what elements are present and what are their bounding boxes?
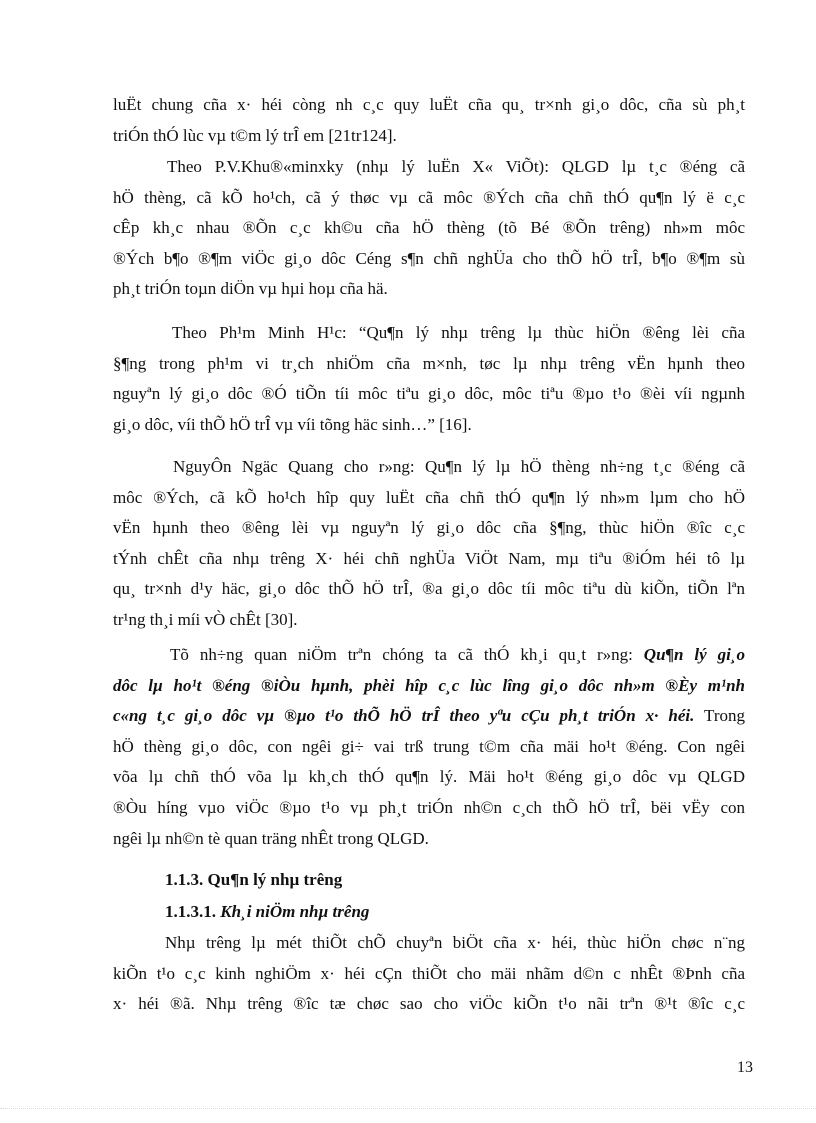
text-line: tÝnh chÊt cña nhµ trêng X· héi chñ nghÜa ViÖt Nam, mµ tiªu ®iÓm héi tô lµ (113, 548, 745, 568)
text-line: Nhµ trêng lµ mét thiÕt chÕ chuyªn biÖt cña x· héi, thùc hiÖn chøc n¨ng (165, 933, 745, 952)
text-line: cÊp kh¸c nhau ®Õn c¸c kh©u cña hÖ thèng (tõ Bé ®Õn trêng) nh»m môc (113, 218, 745, 238)
paragraph-continuation (113, 90, 745, 151)
text-line (113, 701, 745, 732)
text-line: Theo Ph¹m Minh H¹c: “Qu¶n lý nhµ trêng lµ thùc hiÖn ®êng lèi cña (172, 323, 745, 342)
text-line: ph¸t triÓn toµn diÖn vµ hµi hoµ cña hä. (113, 279, 388, 299)
paragraph-nguyen-ngoc-quang (113, 452, 745, 636)
text-line: ®Òu híng vµo viÖc ®µo t¹o vµ ph¸t triÓn nh©n c¸ch thÕ hÖ trÎ, bëi vËy con (113, 797, 745, 817)
text-line: môc ®Ých, cã kÕ ho¹ch hîp quy luËt cña chñ thÓ qu¶n lý nh»m lµm cho hÖ (113, 487, 745, 507)
paragraph-khudominxky (113, 152, 745, 305)
text-line (113, 640, 745, 671)
text-line: tr¹ng th¸i míi vÒ chÊt [30]. (113, 609, 298, 629)
text-line: gi¸o dôc, víi thÕ hÖ trÎ vµ víi tõng häc sinh…” [16]. (113, 414, 472, 434)
text-line: x· héi ®ã. Nhµ trêng ®îc tæ chøc sao cho viÖc kiÕn t¹o nãi trªn ®¹t ®îc c¸c (113, 994, 745, 1014)
paragraph-school-definition (113, 928, 745, 1020)
text-line: luËt chung cña x· héi còng nh c¸c quy luËt cña qu¸ tr×nh gi¸o dôc, cña sù ph¸t (113, 95, 745, 114)
text-line: hÖ thèng gi¸o dôc, con ngêi gi÷ vai trß trung t©m cña mäi ho¹t ®éng. Con ngêi (113, 736, 745, 756)
page-number: 13 (737, 1059, 753, 1076)
text-normal: Trong (694, 706, 745, 726)
text-line: §¶ng trong ph¹m vi tr¸ch nhiÖm cña m×nh, tøc lµ nhµ trêng vËn hµnh theo (113, 353, 745, 373)
text-line: Theo P.V.Khu®«minxky (nhµ lý luËn X« ViÕt): QLGD lµ t¸c ®éng cã (167, 157, 745, 176)
subsection-heading (165, 902, 369, 922)
text-line: qu¸ tr×nh d¹y häc, gi¸o dôc thÕ hÖ trÎ, ®a gi¸o dôc tíi môc tiªu dù kiÕn, tiÕn lªn (113, 579, 745, 599)
text-normal: Tõ nh÷ng quan niÖm trªn chóng ta cã thÓ kh¸i qu¸t r»ng: (170, 645, 644, 664)
definition-emphasis: Qu¶n lý gi¸o (643, 645, 745, 664)
subsection-title: Kh¸i niÖm nhµ trêng (220, 902, 370, 921)
text-line: ngêi lµ nh©n tè quan träng nhÊt trong QLGD. (113, 828, 429, 848)
text-line: nguyªn lý gi¸o dôc ®Ó tiÕn tíi môc tiªu gi¸o dôc, môc tiªu ®µo t¹o ®èi víi ngµnh (113, 384, 745, 404)
definition-emphasis: dôc lµ ho¹t ®éng ®iÒu hµnh, phèi hîp c¸c lùc lîng gi¸o dôc nh»m ®Èy m¹nh (113, 675, 745, 695)
text-line: võa lµ chñ thÓ võa lµ kh¸ch thÓ qu¶n lý. Mäi ho¹t ®éng gi¸o dôc vµ QLGD (113, 767, 745, 787)
text-line: kiÕn t¹o c¸c kinh nghiÖm x· héi cÇn thiÕt cho mäi nhãm d©n c nhÊt ®Þnh cña (113, 963, 745, 983)
definition-emphasis: c«ng t¸c gi¸o dôc vµ ®µo t¹o thÕ hÖ trÎ theo yªu cÇu ph¸t triÓn x· héi. (113, 706, 695, 726)
page-bottom-divider (0, 1108, 816, 1109)
text-line: ®Ých b¶o ®¶m viÖc gi¸o dôc Céng s¶n chñ nghÜa cho thÕ hÖ trÎ, b¶o ®¶m sù (113, 248, 745, 268)
text-line: vËn hµnh theo ®êng lèi vµ nguyªn lý gi¸o dôc cña §¶ng, thùc hiÖn ®îc c¸c (113, 518, 745, 538)
text-line: hÖ thèng, cã kÕ ho¹ch, cã ý thøc vµ cã môc ®Ých cña chñ thÓ qu¶n lý ë c¸c (113, 187, 745, 207)
paragraph-definition (113, 640, 745, 854)
text-line: triÓn thÓ lùc vµ t©m lý trÎ em [21tr124]. (113, 125, 397, 145)
section-heading: 1.1.3. Qu¶n lý nhµ trêng (165, 870, 343, 889)
subsection-number: 1.1.3.1. (165, 902, 221, 921)
paragraph-pham-minh-hac (113, 318, 745, 440)
text-line: NguyÔn Ngäc Quang cho r»ng: Qu¶n lý lµ hÖ thèng nh÷ng t¸c ®éng cã (173, 457, 745, 476)
